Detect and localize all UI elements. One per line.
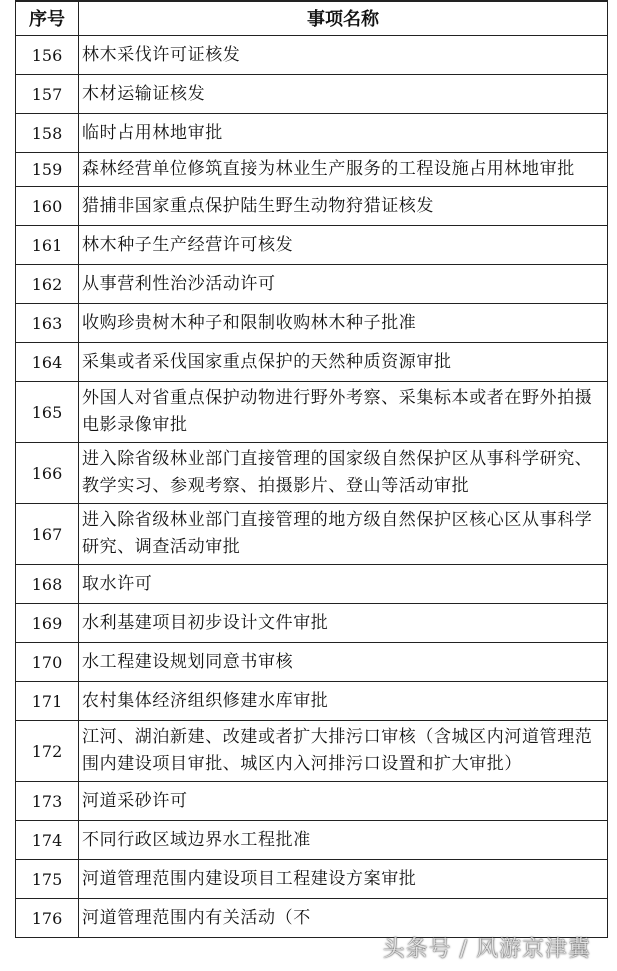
table-row [16, 265, 608, 304]
table-row [16, 226, 608, 265]
table-row [16, 643, 608, 682]
row-number: 173 [16, 782, 79, 821]
row-item-name: 进入除省级林业部门直接管理的地方级自然保护区核心区从事科学研究、调查活动审批 [79, 504, 608, 565]
table-row [16, 782, 608, 821]
table-row [16, 114, 608, 153]
table-row [16, 565, 608, 604]
table-row [16, 821, 608, 860]
row-item-name: 木材运输证核发 [79, 75, 608, 114]
row-item-name: 外国人对省重点保护动物进行野外考察、采集标本或者在野外拍摄电影录像审批 [79, 382, 608, 443]
table-row [16, 860, 608, 899]
row-item-name: 取水许可 [79, 565, 608, 604]
row-item-name: 采集或者采伐国家重点保护的天然种质资源审批 [79, 343, 608, 382]
row-item-name: 河道管理范围内有关活动（不 [79, 899, 608, 938]
row-item-name: 河道采砂许可 [79, 782, 608, 821]
table-header-row [16, 1, 608, 36]
table-row [16, 153, 608, 187]
table-row [16, 36, 608, 75]
row-number: 162 [16, 265, 79, 304]
table-row [16, 443, 608, 504]
row-number: 169 [16, 604, 79, 643]
row-number: 167 [16, 504, 79, 565]
row-number: 156 [16, 36, 79, 75]
row-item-name: 收购珍贵树木种子和限制收购林木种子批准 [79, 304, 608, 343]
row-number: 171 [16, 682, 79, 721]
row-item-name: 森林经营单位修筑直接为林业生产服务的工程设施占用林地审批 [79, 153, 608, 187]
row-number: 160 [16, 187, 79, 226]
row-number: 159 [16, 153, 79, 187]
row-item-name: 水利基建项目初步设计文件审批 [79, 604, 608, 643]
row-number: 176 [16, 899, 79, 938]
row-number: 168 [16, 565, 79, 604]
row-number: 174 [16, 821, 79, 860]
row-number: 165 [16, 382, 79, 443]
row-item-name: 农村集体经济组织修建水库审批 [79, 682, 608, 721]
row-item-name: 从事营利性治沙活动许可 [79, 265, 608, 304]
watermark-text: 头条号 / 风游京津冀 [382, 937, 591, 962]
approval-items-table [15, 0, 607, 938]
row-number: 158 [16, 114, 79, 153]
table-row [16, 304, 608, 343]
table-row [16, 75, 608, 114]
row-item-name: 临时占用林地审批 [79, 114, 608, 153]
row-item-name: 水工程建设规划同意书审核 [79, 643, 608, 682]
row-item-name: 林木采伐许可证核发 [79, 36, 608, 75]
row-number: 172 [16, 721, 79, 782]
row-number: 164 [16, 343, 79, 382]
header-item-name: 事项名称 [79, 1, 608, 36]
header-number: 序号 [16, 1, 79, 36]
row-item-name: 不同行政区域边界水工程批准 [79, 821, 608, 860]
table-row [16, 343, 608, 382]
table-row [16, 721, 608, 782]
row-item-name: 猎捕非国家重点保护陆生野生动物狩猎证核发 [79, 187, 608, 226]
row-number: 166 [16, 443, 79, 504]
row-number: 163 [16, 304, 79, 343]
row-number: 175 [16, 860, 79, 899]
row-item-name: 江河、湖泊新建、改建或者扩大排污口审核（含城区内河道管理范围内建设项目审批、城区内入河排污口设置和扩大审批） [79, 721, 608, 782]
row-number: 161 [16, 226, 79, 265]
table-row [16, 187, 608, 226]
table-row [16, 604, 608, 643]
table-row [16, 382, 608, 443]
row-number: 157 [16, 75, 79, 114]
row-item-name: 进入除省级林业部门直接管理的国家级自然保护区从事科学研究、教学实习、参观考察、拍摄影片、登山等活动审批 [79, 443, 608, 504]
row-number: 170 [16, 643, 79, 682]
row-item-name: 河道管理范围内建设项目工程建设方案审批 [79, 860, 608, 899]
table-row [16, 504, 608, 565]
table-row [16, 682, 608, 721]
row-item-name: 林木种子生产经营许可核发 [79, 226, 608, 265]
